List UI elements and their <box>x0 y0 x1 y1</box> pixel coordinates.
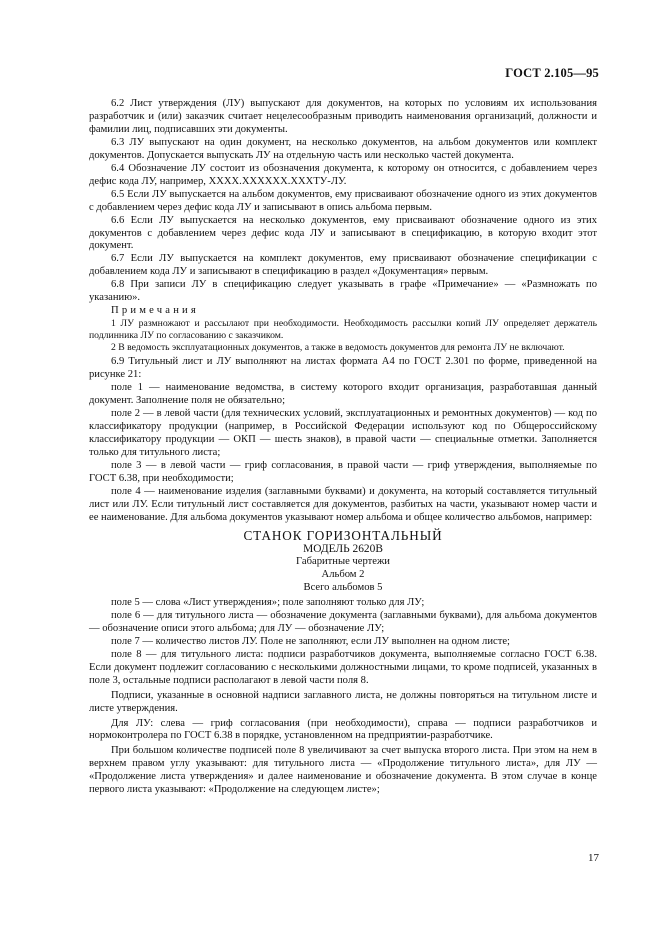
paragraph-6-2: 6.2 Лист утверждения (ЛУ) выпускают для документов, на которых по условиям их использования разработчик и (или) заказчик считает нецелесообразным приводить наименования организаций, должности и фамилии лиц, подписавших эти документы. <box>89 98 597 135</box>
field-4-desc: поле 4 — наименование изделия (заглавными буквами) и документа, на который составляется титульный лист или ЛУ. Если титульный лист составляется для документов, разбитых на части, указывают номер части и ее наименование. Для альбома документов указывают номер альбома и общее количество альбомов, например: <box>89 485 597 523</box>
running-header: ГОСТ 2.105—95 <box>505 66 599 80</box>
field-3-desc: поле 3 — в левой части — гриф согласования, в правой части — гриф утверждения, выполняемые по ГОСТ 6.38, при необходимости; <box>89 459 597 484</box>
body-text <box>89 98 597 797</box>
example-album: Альбом 2 <box>321 569 365 581</box>
example-album-total: Всего альбомов 5 <box>303 582 383 593</box>
note-2: 2 В ведомость эксплуатационных документов, а также в ведомость документов для ремонта ЛУ не включают. <box>111 342 565 354</box>
page-number: 17 <box>588 852 599 864</box>
example-model: МОДЕЛЬ 2620В <box>303 542 383 555</box>
paragraph-6-9: 6.9 Титульный лист и ЛУ выполняют на листах формата А4 по ГОСТ 2.301 по форме, приведенной на рисунке 21: <box>89 356 597 381</box>
paragraph-6-7: 6.7 Если ЛУ выпускается на комплект документов, ему присваивают обозначение спецификации с добавлением кода ЛУ и записывают в спецификацию в раздел «Документация» первым. <box>89 253 597 278</box>
field-7-desc: поле 7 — количество листов ЛУ. Поле не заполняют, если ЛУ выполнен на одном листе; <box>111 635 510 647</box>
many-signatures: При большом количестве подписей поле 8 увеличивают за счет выпуска второго листа. При этом на нем в верхнем правом углу указывают: для титульного листа — «Продолжение титульного листа», для ЛУ — «Продолжение листа утверждения» и далее наименование и обозначение документа. В этом случае в конце первого листа указывают: «Продолжение на следующем листе»; <box>89 745 597 796</box>
paragraph-6-4: 6.4 Обозначение ЛУ состоит из обозначения документа, к которому он относится, с добавлением через дефис кода ЛУ, например, ХХХХ.ХХХХХХ.ХХХТУ-ЛУ. <box>89 162 597 187</box>
paragraph-6-3: 6.3 ЛУ выпускают на один документ, на несколько документов, на альбом документов или комплект документов. Допускается выпускать ЛУ на отдельную часть или несколько частей документа. <box>89 136 597 161</box>
notes-label: Примечания <box>111 305 199 317</box>
example-doc-name: Габаритные чертежи <box>296 556 390 568</box>
lu-signatures: Для ЛУ: слева — гриф согласования (при необходимости), справа — подписи разработчиков и нормоконтролера по ГОСТ 6.38 в порядке, установленном на предприятии-разработчике. <box>89 717 597 742</box>
paragraph-6-6: 6.6 Если ЛУ выпускается на несколько документов, ему присваивают обозначение одного из этих документов с добавлением через дефис кода ЛУ и записывают в спецификацию, в которую входит этот документ. <box>89 214 597 252</box>
signatures-note: Подписи, указанные в основной надписи заглавного листа, не должны повторяться на титульном листе и листе утверждения. <box>89 689 597 714</box>
paragraph-6-8: 6.8 При записи ЛУ в спецификацию следует указывать в графе «Примечание» — «Размножать по указанию». <box>89 279 597 304</box>
field-5-desc: поле 5 — слова «Лист утверждения»; поле заполняют только для ЛУ; <box>111 596 425 608</box>
field-1-desc: поле 1 — наименование ведомства, в систему которого входит организация, разработавшая данный документ. Заполнение поля не обязательно; <box>89 382 597 407</box>
field-6-desc: поле 6 — для титульного листа — обозначение документа (заглавными буквами), для альбома документов — обозначение описи этого альбома; для ЛУ — обозначение ЛУ; <box>89 609 597 634</box>
example-product-name: СТАНОК ГОРИЗОНТАЛЬНЫЙ <box>243 527 443 543</box>
field-8-desc: поле 8 — для титульного листа: подписи разработчиков документа, выполняемые согласно ГОСТ 6.38. Если документ подлежит согласованию с несколькими должностными лицами, то кроме подписей, указанных в поле 3, остальные подписи располагают в левой части поля 8. <box>89 648 597 686</box>
note-1: 1 ЛУ размножают и рассылают при необходимости. Необходимость рассылки копий ЛУ определяет держатель подлинника ЛУ по согласованию с заказчиком. <box>89 318 597 342</box>
field-2-desc: поле 2 — в левой части (для технических условий, эксплуатационных и ремонтных документов) — код по классификатору продукции (например, в Российской Федерации используют код по Общероссийскому классификатору продукции — ОКП — шесть знаков), в правой части — специальные отметки. Заполняется только для титульного листа; <box>89 408 597 458</box>
paragraph-6-5: 6.5 Если ЛУ выпускается на альбом документов, ему присваивают обозначение одного из этих документов с добавлением через дефис кода ЛУ и записывают в опись альбома первым. <box>89 188 597 213</box>
